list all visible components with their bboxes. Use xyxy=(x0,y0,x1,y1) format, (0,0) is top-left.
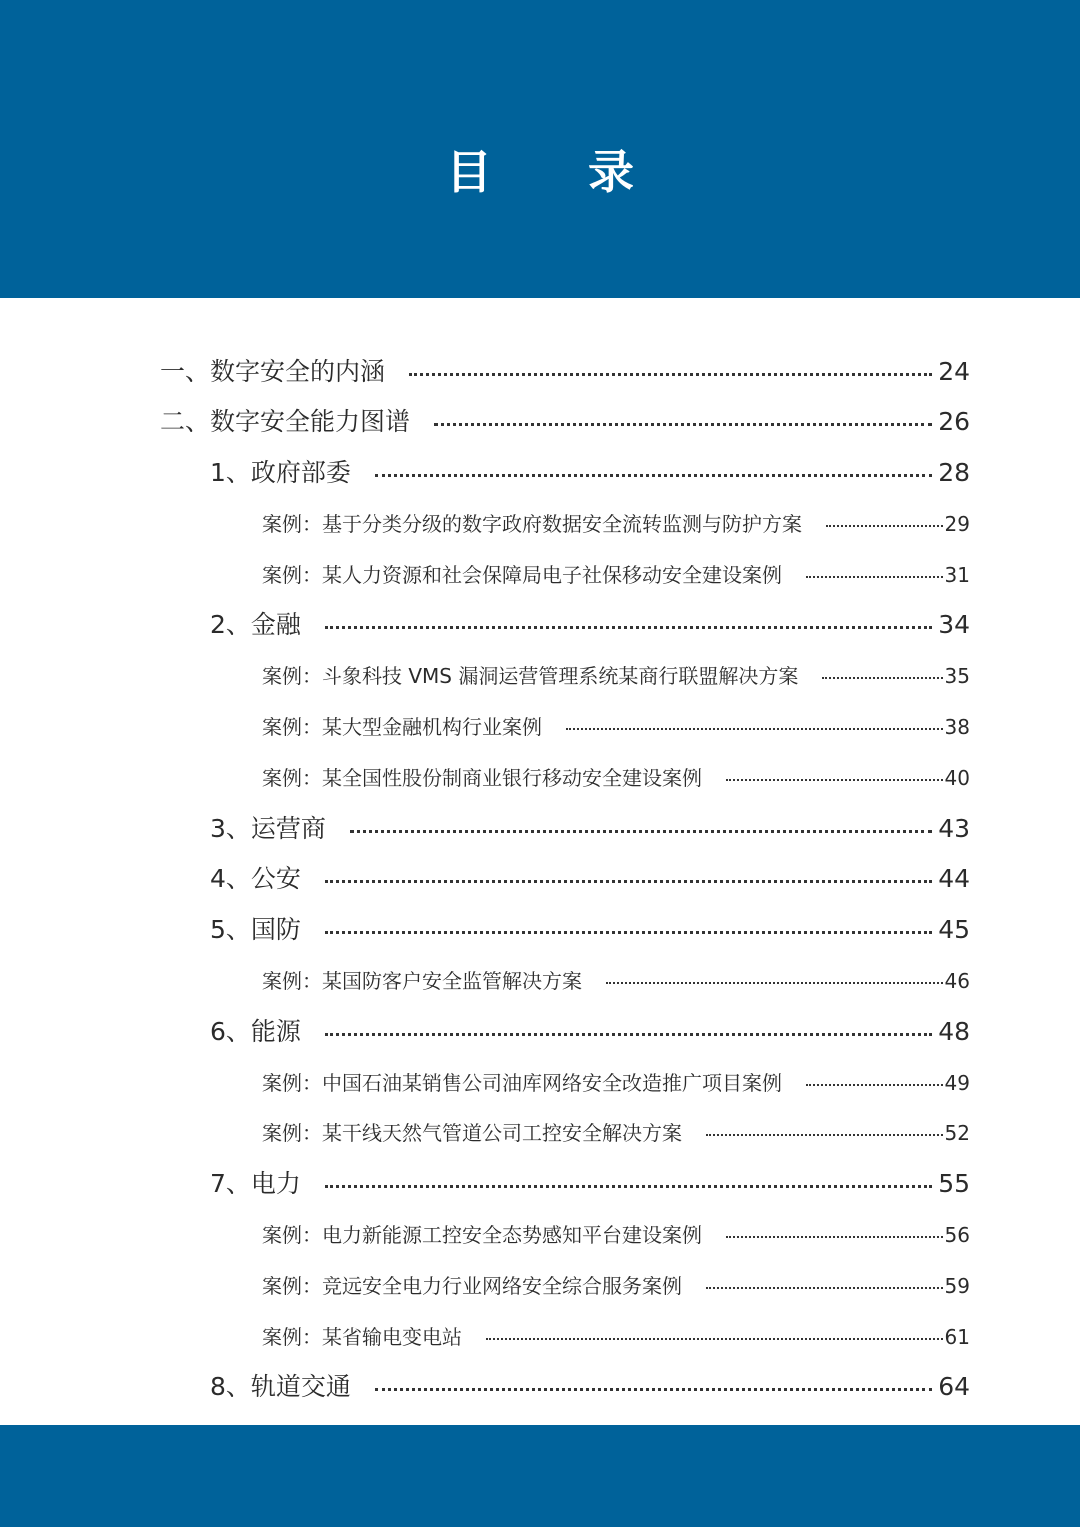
toc-page-number: 43 xyxy=(938,814,970,843)
toc-entry[interactable] xyxy=(210,1369,970,1405)
toc-leader-dots xyxy=(486,1338,943,1340)
toc-leader-dots xyxy=(325,1185,932,1188)
toc-page-number: 31 xyxy=(944,563,970,587)
toc-page-number: 59 xyxy=(944,1274,970,1298)
toc-entry[interactable] xyxy=(262,760,970,796)
toc-entry-title: 4、公安 xyxy=(210,864,301,893)
toc-entry-title: 6、能源 xyxy=(210,1017,301,1046)
toc-entry-title: 案例：中国石油某销售公司油库网络安全改造推广项目案例 xyxy=(262,1071,782,1095)
toc-page-number: 56 xyxy=(944,1223,970,1247)
toc-entry-title: 案例：某大型金融机构行业案例 xyxy=(262,715,542,739)
toc-leader-dots xyxy=(606,982,943,984)
toc-page-number: 45 xyxy=(938,915,970,944)
toc-entry-title: 一、数字安全的内涵 xyxy=(160,357,386,386)
toc-entry-title: 2、金融 xyxy=(210,610,301,639)
footer-band xyxy=(0,1425,1080,1527)
toc-leader-dots xyxy=(826,525,943,527)
toc-page-number: 24 xyxy=(938,357,970,386)
toc-entry[interactable] xyxy=(210,455,970,491)
toc-entry[interactable] xyxy=(210,607,970,643)
toc-entry-title: 1、政府部委 xyxy=(210,458,351,487)
toc-leader-dots xyxy=(706,1287,943,1289)
toc-entry-title: 5、国防 xyxy=(210,915,301,944)
toc-page-number: 49 xyxy=(944,1071,970,1095)
toc-leader-dots xyxy=(726,779,943,781)
toc-entry[interactable] xyxy=(262,1217,970,1253)
toc-entry-title: 案例：某全国性股份制商业银行移动安全建设案例 xyxy=(262,766,702,790)
toc-entry-title: 案例：某省输电变电站 xyxy=(262,1325,462,1349)
toc-page-number: 44 xyxy=(938,864,970,893)
toc-entry[interactable] xyxy=(210,811,970,847)
toc-entry-title: 8、轨道交通 xyxy=(210,1372,351,1401)
toc-entry-title: 案例：竞远安全电力行业网络安全综合服务案例 xyxy=(262,1274,682,1298)
toc-entry-title: 二、数字安全能力图谱 xyxy=(160,407,411,436)
toc-page-number: 28 xyxy=(938,458,970,487)
toc-entry-title: 案例：某干线天然气管道公司工控安全解决方案 xyxy=(262,1121,682,1145)
toc-leader-dots xyxy=(706,1134,943,1136)
toc-entry[interactable] xyxy=(210,861,970,897)
toc-entry-title: 7、电力 xyxy=(210,1169,301,1198)
toc-leader-dots xyxy=(409,373,932,376)
toc-entry[interactable] xyxy=(210,1166,970,1202)
toc-leader-dots xyxy=(375,1388,932,1391)
toc-leader-dots xyxy=(806,1084,943,1086)
toc-entry[interactable] xyxy=(262,658,970,694)
toc-entry[interactable] xyxy=(262,709,970,745)
toc-entry[interactable] xyxy=(210,1014,970,1050)
toc-entry[interactable] xyxy=(262,1065,970,1101)
toc-entry[interactable] xyxy=(262,506,970,542)
toc-entry-title: 案例：某人力资源和社会保障局电子社保移动安全建设案例 xyxy=(262,563,782,587)
toc-page-number: 34 xyxy=(938,610,970,639)
toc-page-number: 52 xyxy=(944,1121,970,1145)
toc-page-number: 48 xyxy=(938,1017,970,1046)
toc-entry[interactable] xyxy=(210,912,970,948)
toc-page-number: 64 xyxy=(938,1372,970,1401)
toc-page-number: 38 xyxy=(944,715,970,739)
toc-leader-dots xyxy=(325,1033,932,1036)
toc-entry-title: 案例：电力新能源工控安全态势感知平台建设案例 xyxy=(262,1223,702,1247)
toc-leader-dots xyxy=(822,677,942,679)
toc-entry[interactable] xyxy=(262,1115,970,1151)
toc-entry[interactable] xyxy=(160,354,970,390)
toc-entry[interactable] xyxy=(262,963,970,999)
toc-entry-title: 案例：斗象科技 VMS 漏洞运营管理系统某商行联盟解决方案 xyxy=(262,664,799,688)
toc-page-number: 46 xyxy=(944,969,970,993)
toc-page-number: 61 xyxy=(944,1325,970,1349)
toc-entry-title: 案例：基于分类分级的数字政府数据安全流转监测与防护方案 xyxy=(262,512,802,536)
toc-entry-title: 3、运营商 xyxy=(210,814,326,843)
toc-leader-dots xyxy=(566,728,943,730)
toc-page-number: 26 xyxy=(938,407,970,436)
toc-entry[interactable] xyxy=(262,1268,970,1304)
toc-entry[interactable] xyxy=(262,557,970,593)
toc-leader-dots xyxy=(325,931,932,934)
toc-leader-dots xyxy=(726,1236,943,1238)
toc-leader-dots xyxy=(434,423,932,426)
toc-entry[interactable] xyxy=(262,1319,970,1355)
toc-leader-dots xyxy=(350,830,932,833)
toc-leader-dots xyxy=(325,880,932,883)
toc-page-number: 40 xyxy=(944,766,970,790)
toc-leader-dots xyxy=(806,576,943,578)
toc-entry[interactable] xyxy=(160,404,970,440)
toc-entry-title: 案例：某国防客户安全监管解决方案 xyxy=(262,969,582,993)
page-title: 目 录 xyxy=(445,145,674,199)
toc-leader-dots xyxy=(375,474,932,477)
toc-leader-dots xyxy=(325,626,932,629)
toc-page-number: 35 xyxy=(944,664,970,688)
toc-page-number: 29 xyxy=(944,512,970,536)
toc-page-number: 55 xyxy=(938,1169,970,1198)
